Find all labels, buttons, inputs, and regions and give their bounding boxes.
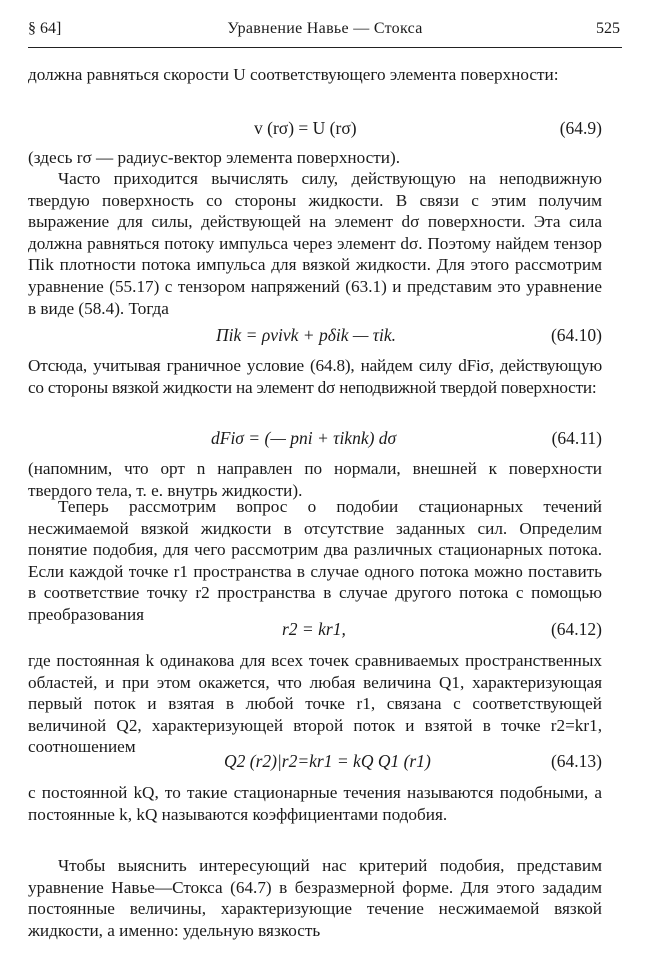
- paragraph-p6: [28, 496, 602, 626]
- equation-number: (64.11): [551, 428, 602, 448]
- paragraph-p9: [28, 855, 602, 941]
- equation-formula: Πik = ρvivk + pδik — τik.: [216, 325, 397, 345]
- equation-formula: Q2 (r2)|r2=kr1 = kQ Q1 (r1): [224, 751, 431, 771]
- p9-text: Чтобы выяснить интересующий нас критерий подобия, представим уравнение Навье—Стокса (64.7) в безразмерной форме. Для этого зададим постоянные величины, характеризующие течение несжимаемой вязкой жидкости, а именно: удельную вязкость: [28, 856, 602, 940]
- p4-text: Отсюда, учитывая граничное условие (64.8), найдем силу dFiσ, действующую со стороны вязкой жидкости на элемент dσ неподвижной твердой поверхности:: [28, 356, 602, 397]
- p7-text: где постоянная k одинакова для всех точек сравниваемых пространственных областей, и при этом окажется, что любая величина Q1, характеризующая первый поток и взятая в любой точке r1, связана с соответствующей величиной Q2, характеризующей второй поток и взятой в точке r2=kr1, соотношением: [28, 651, 602, 757]
- page-number: 525: [596, 20, 620, 37]
- p1-text: должна равняться скорости U соответствующего элемента поверхности:: [28, 65, 559, 84]
- p5-text: (напомним, что орт n направлен по нормали, внешней к поверхности твердого тела, т. е. внутрь жидкости).: [28, 459, 602, 500]
- paragraph-p3: [28, 168, 602, 319]
- p6-text: Теперь рассмотрим вопрос о подобии стационарных течений несжимаемой вязкой жидкости в отсутствие заданных сил. Определим понятие подобия, для чего рассмотрим два различных стационарных потока. Если каждой точке r1 пространства в случае одного потока можно поставить в соответствие точку r2 пространства в случае другого потока с помощью преобразования: [28, 497, 602, 624]
- equation-number: (64.12): [550, 619, 602, 639]
- equation-64-10: [28, 325, 602, 349]
- p8-text: с постоянной kQ, то такие стационарные течения называются подобными, а постоянные k, kQ называются коэффициентами подобия.: [28, 783, 602, 824]
- equation-64-9: [28, 118, 602, 142]
- p2-text: (здесь rσ — радиус-вектор элемента поверхности).: [28, 148, 401, 167]
- equation-64-13: [28, 751, 602, 775]
- equation-64-11: [28, 428, 602, 452]
- running-title: Уравнение Навье — Стокса: [227, 20, 423, 37]
- paragraph-p8: [28, 782, 602, 825]
- p3-text: Часто приходится вычислять силу, действующую на неподвижную твердую поверхность со стороны жидкости. В связи с этим получим выражение для силы, действующей на элемент dσ поверхности. Эта сила должна равняться потоку импульса через элемент dσ. Поэтому найдем тензор Πik плотности потока импульса для вязкой жидкости. Для этого рассмотрим уравнение (55.17) с тензором напряжений (63.1) и представим это уравнение в виде (58.4). Тогда: [28, 169, 602, 318]
- equation-number: (64.9): [559, 118, 602, 138]
- equation-number: (64.10): [550, 325, 602, 345]
- paragraph-p7: [28, 650, 602, 758]
- paragraph-p4: [28, 355, 602, 398]
- section-marker: § 64]: [28, 20, 62, 37]
- paragraph-p2: [28, 147, 602, 169]
- running-header: [28, 18, 622, 44]
- equation-formula: v (rσ) = U (rσ): [254, 118, 357, 138]
- header-rule: [28, 47, 622, 48]
- equation-formula: dFiσ = (— pni + τiknk) dσ: [211, 428, 397, 448]
- paragraph-p5: [28, 458, 602, 501]
- equation-number: (64.13): [550, 751, 602, 771]
- equation-formula: r2 = kr1,: [282, 619, 346, 639]
- paragraph-p1: [28, 64, 602, 86]
- equation-64-12: [28, 619, 602, 643]
